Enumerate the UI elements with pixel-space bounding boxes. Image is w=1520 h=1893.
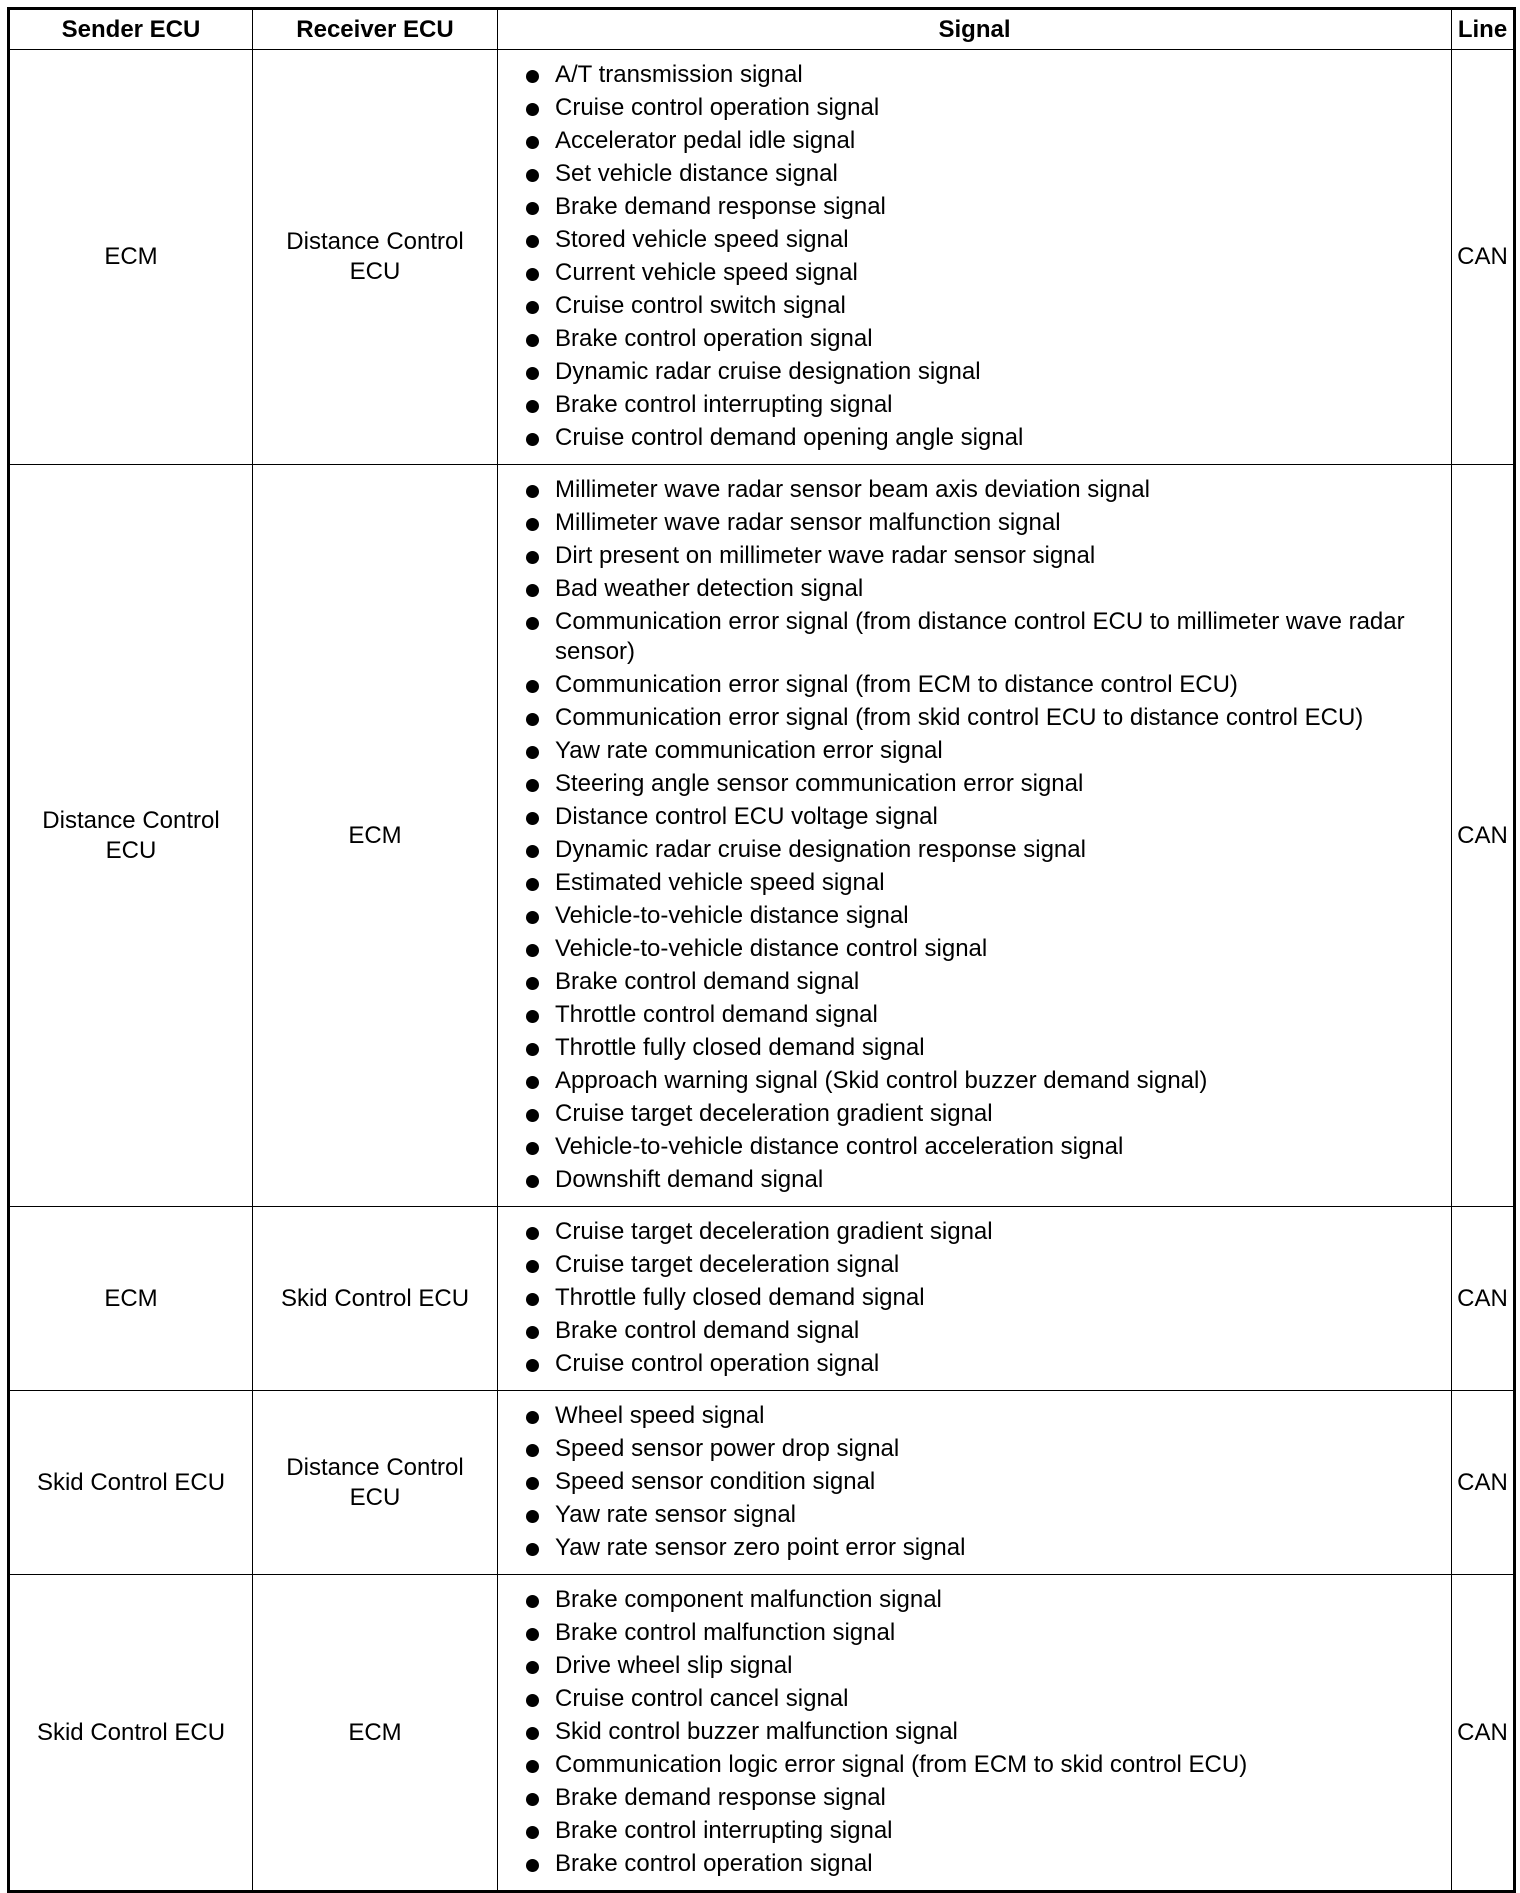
bullet-icon <box>526 845 539 858</box>
table-row <box>9 1391 1515 1575</box>
signal-item <box>526 1816 1445 1846</box>
table-body <box>9 50 1515 1892</box>
signal-item <box>526 1401 1445 1431</box>
signal-list <box>526 1585 1445 1879</box>
signal-text: Communication error signal (from distance control ECU to millimeter wave radar sensor) <box>555 608 1405 665</box>
signal-text: Brake control demand signal <box>555 1317 860 1344</box>
signal-text: Set vehicle distance signal <box>555 160 838 187</box>
signal-cell <box>498 1207 1452 1391</box>
sender-ecu-cell-text: ECM <box>104 243 158 270</box>
header-receiver-ecu: Receiver ECU <box>253 9 498 50</box>
bullet-icon <box>526 1760 539 1773</box>
bullet-icon <box>526 268 539 281</box>
sender-ecu-cell-text: Distance Control <box>42 806 220 834</box>
signal-item <box>526 475 1445 505</box>
signal-text: Brake demand response signal <box>555 193 886 220</box>
receiver-ecu-cell <box>253 465 498 1207</box>
bullet-icon <box>526 812 539 825</box>
signal-text: Communication logic error signal (from ECM to skid control ECU) <box>555 1751 1248 1778</box>
signal-item <box>526 357 1445 387</box>
receiver-ecu-cell <box>253 1575 498 1892</box>
signal-item <box>526 1165 1445 1195</box>
bullet-icon <box>526 70 539 83</box>
bullet-icon <box>526 1477 539 1490</box>
signal-item <box>526 1618 1445 1648</box>
signal-text: Drive wheel slip signal <box>555 1652 793 1679</box>
signal-item <box>526 508 1445 538</box>
header-sender-ecu: Sender ECU <box>9 9 253 50</box>
receiver-ecu-cell-text: ECU <box>349 258 401 285</box>
bullet-icon <box>526 235 539 248</box>
signal-item <box>526 1434 1445 1464</box>
signal-text: Cruise control operation signal <box>555 94 880 121</box>
signal-text: Brake control operation signal <box>555 325 873 352</box>
signal-text: Cruise control cancel signal <box>555 1685 849 1712</box>
signal-item <box>526 670 1445 700</box>
bullet-icon <box>526 1076 539 1089</box>
signal-item <box>526 1585 1445 1615</box>
signal-text: Throttle fully closed demand signal <box>555 1034 925 1061</box>
bullet-icon <box>526 169 539 182</box>
signal-list <box>526 1401 1445 1563</box>
signal-text: Brake control operation signal <box>555 1850 873 1877</box>
sender-ecu-cell <box>9 1391 253 1575</box>
table-row <box>9 465 1515 1207</box>
signal-item <box>526 934 1445 964</box>
sender-ecu-cell <box>9 50 253 465</box>
signal-text: Bad weather detection signal <box>555 575 864 602</box>
signal-item <box>526 93 1445 123</box>
signal-text: Wheel speed signal <box>555 1402 765 1429</box>
bullet-icon <box>526 1543 539 1556</box>
signal-item <box>526 192 1445 222</box>
bullet-icon <box>526 1793 539 1806</box>
signal-text: Throttle control demand signal <box>555 1001 878 1028</box>
signal-text: Millimeter wave radar sensor malfunction signal <box>555 509 1061 536</box>
bullet-icon <box>526 518 539 531</box>
signal-text: Cruise target deceleration gradient signal <box>555 1218 993 1245</box>
signal-item <box>526 1099 1445 1129</box>
signal-text: Distance control ECU voltage signal <box>555 803 938 830</box>
bullet-icon <box>526 202 539 215</box>
bullet-icon <box>526 1628 539 1641</box>
signal-item <box>526 1066 1445 1096</box>
table-row <box>9 50 1515 465</box>
signal-item <box>526 736 1445 766</box>
signal-text: Current vehicle speed signal <box>555 259 858 286</box>
line-cell: CAN <box>1452 50 1515 465</box>
signal-item <box>526 802 1445 832</box>
signal-text: Cruise control operation signal <box>555 1350 880 1377</box>
signal-item <box>526 1316 1445 1346</box>
sender-ecu-cell <box>9 1575 253 1892</box>
signal-cell <box>498 465 1452 1207</box>
signal-item <box>526 60 1445 90</box>
signal-text: Yaw rate communication error signal <box>555 737 943 764</box>
line-cell: CAN <box>1452 465 1515 1207</box>
bullet-icon <box>526 584 539 597</box>
signal-text: Speed sensor condition signal <box>555 1468 876 1495</box>
signal-item <box>526 1750 1445 1780</box>
bullet-icon <box>526 977 539 990</box>
can-signal-table <box>7 7 1516 1893</box>
signal-text: Speed sensor power drop signal <box>555 1435 900 1462</box>
signal-cell <box>498 1391 1452 1575</box>
bullet-icon <box>526 367 539 380</box>
receiver-ecu-cell-text: ECU <box>349 1483 401 1511</box>
signal-text: Brake control interrupting signal <box>555 1817 893 1844</box>
header-row <box>9 9 1515 50</box>
signal-text: Steering angle sensor communication error signal <box>555 770 1084 797</box>
bullet-icon <box>526 301 539 314</box>
bullet-icon <box>526 1010 539 1023</box>
bullet-icon <box>526 1595 539 1608</box>
signal-item <box>526 574 1445 604</box>
bullet-icon <box>526 136 539 149</box>
signal-text: Cruise control demand opening angle signal <box>555 424 1024 451</box>
bullet-icon <box>526 1826 539 1839</box>
signal-text: Skid control buzzer malfunction signal <box>555 1718 958 1745</box>
receiver-ecu-cell-text: Skid Control ECU <box>280 1284 470 1312</box>
bullet-icon <box>526 680 539 693</box>
bullet-icon <box>526 1661 539 1674</box>
header-line: Line <box>1452 9 1515 50</box>
sender-ecu-cell <box>9 1207 253 1391</box>
bullet-icon <box>526 485 539 498</box>
signal-item <box>526 1783 1445 1813</box>
signal-item <box>526 390 1445 420</box>
bullet-icon <box>526 1109 539 1122</box>
signal-text: Estimated vehicle speed signal <box>555 869 885 896</box>
signal-item <box>526 1717 1445 1747</box>
signal-text: Downshift demand signal <box>555 1166 824 1193</box>
bullet-icon <box>526 400 539 413</box>
signal-item <box>526 258 1445 288</box>
signal-list <box>526 475 1445 1195</box>
bullet-icon <box>526 911 539 924</box>
receiver-ecu-cell-text: ECM <box>348 821 402 849</box>
signal-text: Yaw rate sensor signal <box>555 1501 797 1528</box>
bullet-icon <box>526 103 539 116</box>
signal-text: Cruise target deceleration gradient signal <box>555 1100 993 1127</box>
signal-item <box>526 291 1445 321</box>
signal-item <box>526 1500 1445 1530</box>
signal-item <box>526 1132 1445 1162</box>
signal-text: Vehicle-to-vehicle distance control signal <box>555 935 988 962</box>
bullet-icon <box>526 1727 539 1740</box>
bullet-icon <box>526 433 539 446</box>
signal-item <box>526 1217 1445 1247</box>
table-row <box>9 1207 1515 1391</box>
signal-item <box>526 423 1445 453</box>
signal-text: Throttle fully closed demand signal <box>555 1284 925 1311</box>
signal-item <box>526 324 1445 354</box>
bullet-icon <box>526 617 539 630</box>
bullet-icon <box>526 878 539 891</box>
line-cell: CAN <box>1452 1207 1515 1391</box>
signal-text: Dynamic radar cruise designation response signal <box>555 836 1086 863</box>
bullet-icon <box>526 551 539 564</box>
bullet-icon <box>526 1359 539 1372</box>
receiver-ecu-cell-text: Distance Control <box>286 228 464 255</box>
bullet-icon <box>526 713 539 726</box>
bullet-icon <box>526 1293 539 1306</box>
signal-item <box>526 607 1445 667</box>
signal-list <box>526 1217 1445 1379</box>
sender-ecu-cell-text: Skid Control ECU <box>36 1718 226 1746</box>
signal-text: Vehicle-to-vehicle distance control acceleration signal <box>555 1133 1124 1160</box>
signal-cell <box>498 50 1452 465</box>
signal-text: A/T transmission signal <box>555 61 803 88</box>
signal-item <box>526 1349 1445 1379</box>
bullet-icon <box>526 1694 539 1707</box>
signal-item <box>526 901 1445 931</box>
sender-ecu-cell <box>9 465 253 1207</box>
signal-item <box>526 1684 1445 1714</box>
bullet-icon <box>526 1175 539 1188</box>
page <box>7 7 1513 1893</box>
bullet-icon <box>526 944 539 957</box>
bullet-icon <box>526 1444 539 1457</box>
signal-item <box>526 1000 1445 1030</box>
signal-text: Brake control malfunction signal <box>555 1619 896 1646</box>
signal-item <box>526 835 1445 865</box>
receiver-ecu-cell <box>253 1207 498 1391</box>
bullet-icon <box>526 1859 539 1872</box>
receiver-ecu-cell <box>253 1391 498 1575</box>
signal-item <box>526 1533 1445 1563</box>
signal-text: Vehicle-to-vehicle distance signal <box>555 902 909 929</box>
receiver-ecu-cell-text: ECM <box>348 1718 402 1746</box>
bullet-icon <box>526 334 539 347</box>
signal-item <box>526 769 1445 799</box>
signal-list <box>526 60 1445 453</box>
signal-text: Cruise control switch signal <box>555 292 846 319</box>
signal-item <box>526 1467 1445 1497</box>
signal-text: Cruise target deceleration signal <box>555 1251 900 1278</box>
signal-item <box>526 703 1445 733</box>
signal-text: Dynamic radar cruise designation signal <box>555 358 981 385</box>
bullet-icon <box>526 779 539 792</box>
bullet-icon <box>526 746 539 759</box>
signal-text: Communication error signal (from ECM to distance control ECU) <box>555 671 1238 698</box>
receiver-ecu-cell <box>253 50 498 465</box>
signal-item <box>526 1849 1445 1879</box>
signal-text: Brake component malfunction signal <box>555 1586 942 1613</box>
signal-item <box>526 868 1445 898</box>
table-row <box>9 1575 1515 1892</box>
signal-text: Dirt present on millimeter wave radar sensor signal <box>555 542 1096 569</box>
signal-cell <box>498 1575 1452 1892</box>
line-cell: CAN <box>1452 1575 1515 1892</box>
signal-text: Millimeter wave radar sensor beam axis deviation signal <box>555 476 1150 503</box>
signal-item <box>526 1250 1445 1280</box>
sender-ecu-cell-text: ECM <box>104 1284 158 1312</box>
bullet-icon <box>526 1142 539 1155</box>
signal-text: Stored vehicle speed signal <box>555 226 849 253</box>
signal-item <box>526 1651 1445 1681</box>
bullet-icon <box>526 1326 539 1339</box>
signal-item <box>526 1283 1445 1313</box>
signal-text: Brake demand response signal <box>555 1784 886 1811</box>
header-signal: Signal <box>498 9 1452 50</box>
signal-item <box>526 1033 1445 1063</box>
signal-text: Brake control demand signal <box>555 968 860 995</box>
signal-text: Yaw rate sensor zero point error signal <box>555 1534 966 1561</box>
signal-item <box>526 541 1445 571</box>
line-cell: CAN <box>1452 1391 1515 1575</box>
signal-item <box>526 967 1445 997</box>
signal-item <box>526 159 1445 189</box>
bullet-icon <box>526 1411 539 1424</box>
bullet-icon <box>526 1510 539 1523</box>
bullet-icon <box>526 1260 539 1273</box>
receiver-ecu-cell-text: Distance Control <box>286 1453 464 1481</box>
signal-text: Brake control interrupting signal <box>555 391 893 418</box>
signal-text: Accelerator pedal idle signal <box>555 127 856 154</box>
signal-item <box>526 225 1445 255</box>
signal-item <box>526 126 1445 156</box>
bullet-icon <box>526 1043 539 1056</box>
sender-ecu-cell-text: Skid Control ECU <box>36 1468 226 1496</box>
sender-ecu-cell-text: ECU <box>105 836 157 864</box>
signal-text: Communication error signal (from skid control ECU to distance control ECU) <box>555 704 1364 731</box>
bullet-icon <box>526 1227 539 1240</box>
signal-text: Approach warning signal (Skid control buzzer demand signal) <box>555 1067 1208 1094</box>
